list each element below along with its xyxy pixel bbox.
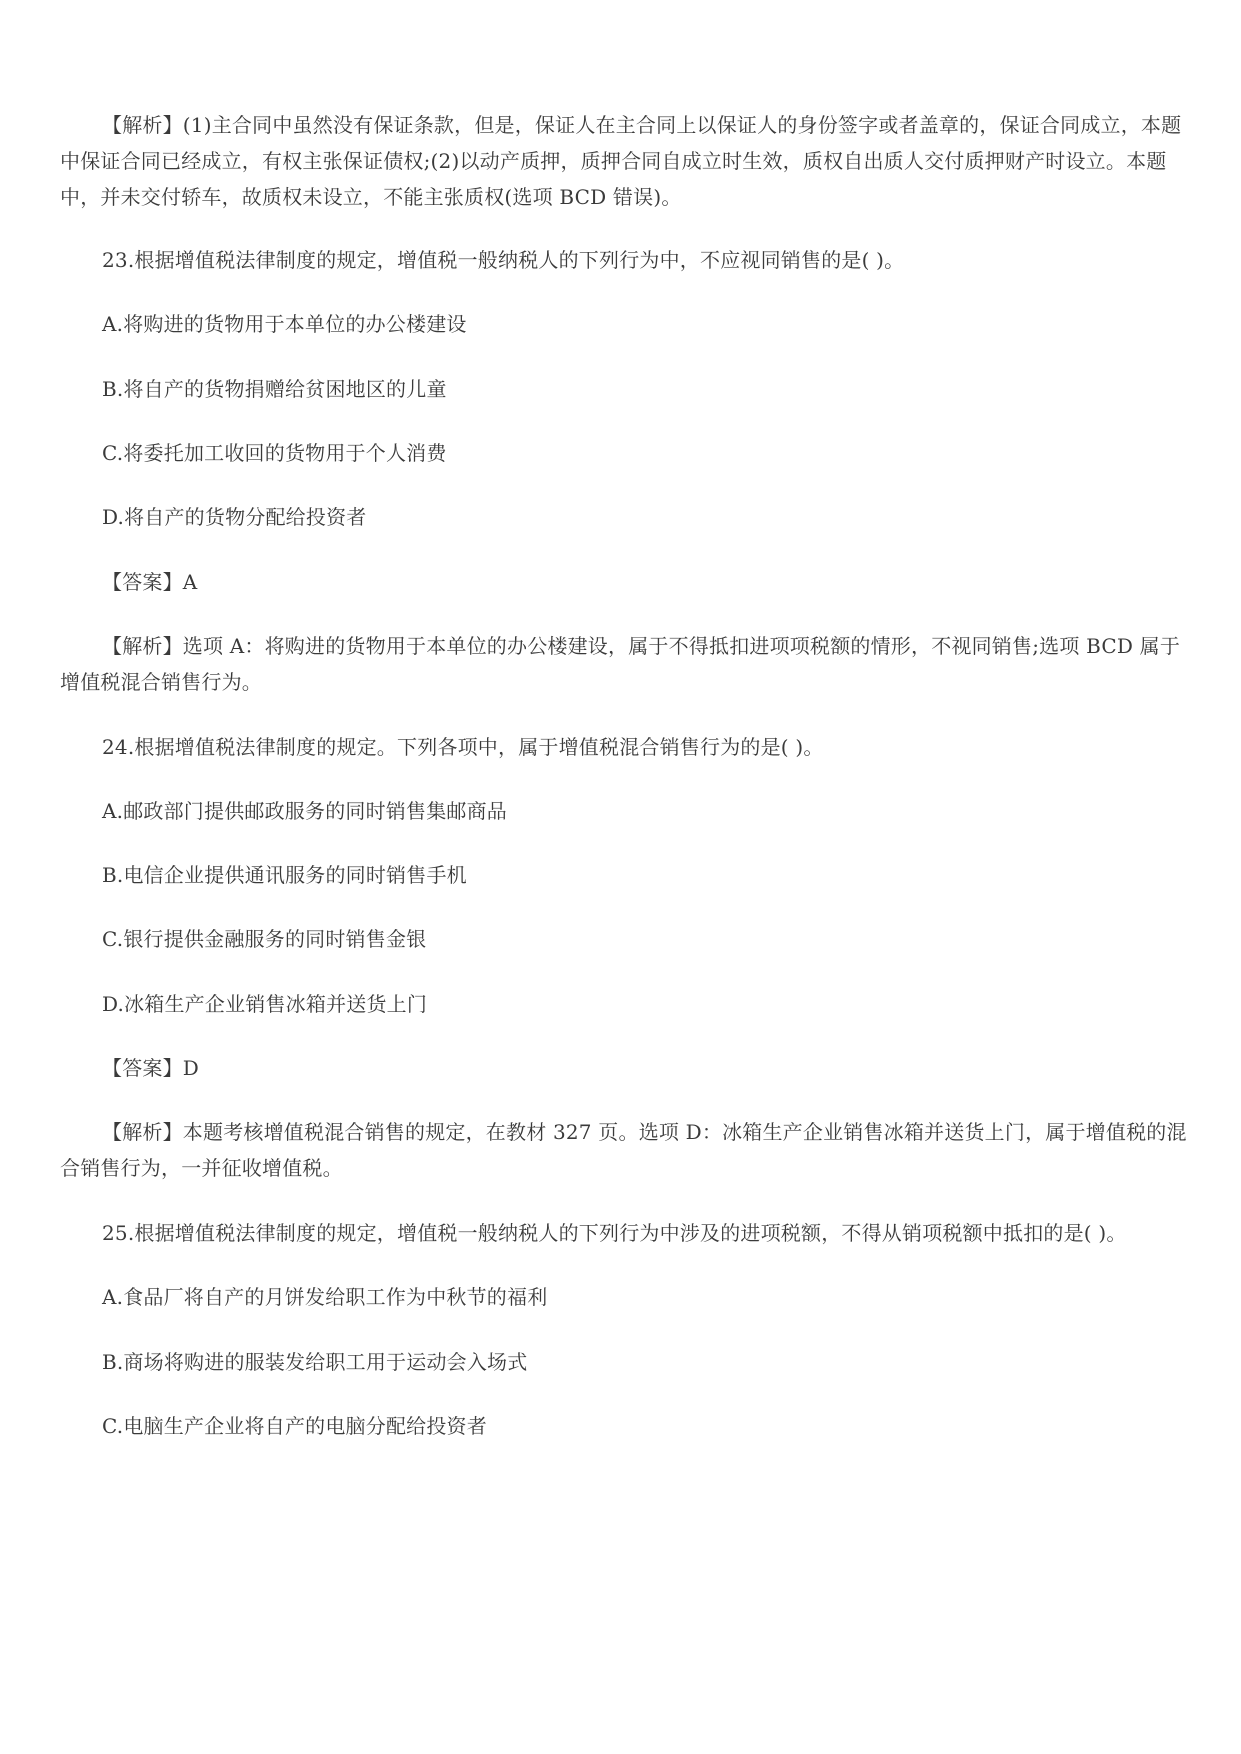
question-24-option-d: D.冰箱生产企业销售冰箱并送货上门 [102, 992, 428, 1016]
question-23: 23.根据增值税法律制度的规定，增值税一般纳税人的下列行为中，不应视同销售的是( )。 [102, 248, 905, 272]
question-23-analysis: 【解析】选项 A：将购进的货物用于本单位的办公楼建设，属于不得抵扣进项项税额的情形，不视同销售;选项 BCD 属于增值税混合销售行为。 [60, 634, 1181, 694]
question-24-answer: 【答案】D [102, 1056, 200, 1080]
question-25-option-b: B.商场将购进的服装发给职工用于运动会入场式 [102, 1350, 528, 1374]
question-25-option-c: C.电脑生产企业将自产的电脑分配给投资者 [102, 1414, 487, 1438]
question-25-option-a: A.食品厂将自产的月饼发给职工作为中秋节的福利 [102, 1285, 548, 1309]
question-24-option-a: A.邮政部门提供邮政服务的同时销售集邮商品 [102, 799, 508, 823]
question-23-answer: 【答案】A [102, 570, 198, 594]
analysis-paragraph-q22: 【解析】(1)主合同中虽然没有保证条款，但是，保证人在主合同上以保证人的身份签字或者盖章的，保证合同成立，本题中保证合同已经成立，有权主张保证债权;(2)以动产质押，质押合同自成立时生效，质权自出质人交付质押财产时设立。本题中，并未交付轿车，故质权未设立，不能主张质权(选项 BCD 错误)。 [60, 113, 1182, 209]
question-23-option-a: A.将购进的货物用于本单位的办公楼建设 [102, 312, 467, 336]
question-23-option-b: B.将自产的货物捐赠给贫困地区的儿童 [102, 377, 447, 401]
question-24-analysis: 【解析】本题考核增值税混合销售的规定，在教材 327 页。选项 D：冰箱生产企业销售冰箱并送货上门，属于增值税的混合销售行为，一并征收增值税。 [60, 1120, 1187, 1180]
question-25: 25.根据增值税法律制度的规定，增值税一般纳税人的下列行为中涉及的进项税额，不得从销项税额中抵扣的是( )。 [102, 1221, 1127, 1245]
question-23-option-d: D.将自产的货物分配给投资者 [102, 505, 367, 529]
question-24-option-b: B.电信企业提供通讯服务的同时销售手机 [102, 863, 467, 887]
question-24-option-c: C.银行提供金融服务的同时销售金银 [102, 927, 427, 951]
question-24: 24.根据增值税法律制度的规定。下列各项中，属于增值税混合销售行为的是( )。 [102, 735, 824, 759]
question-23-option-c: C.将委托加工收回的货物用于个人消费 [102, 441, 447, 465]
